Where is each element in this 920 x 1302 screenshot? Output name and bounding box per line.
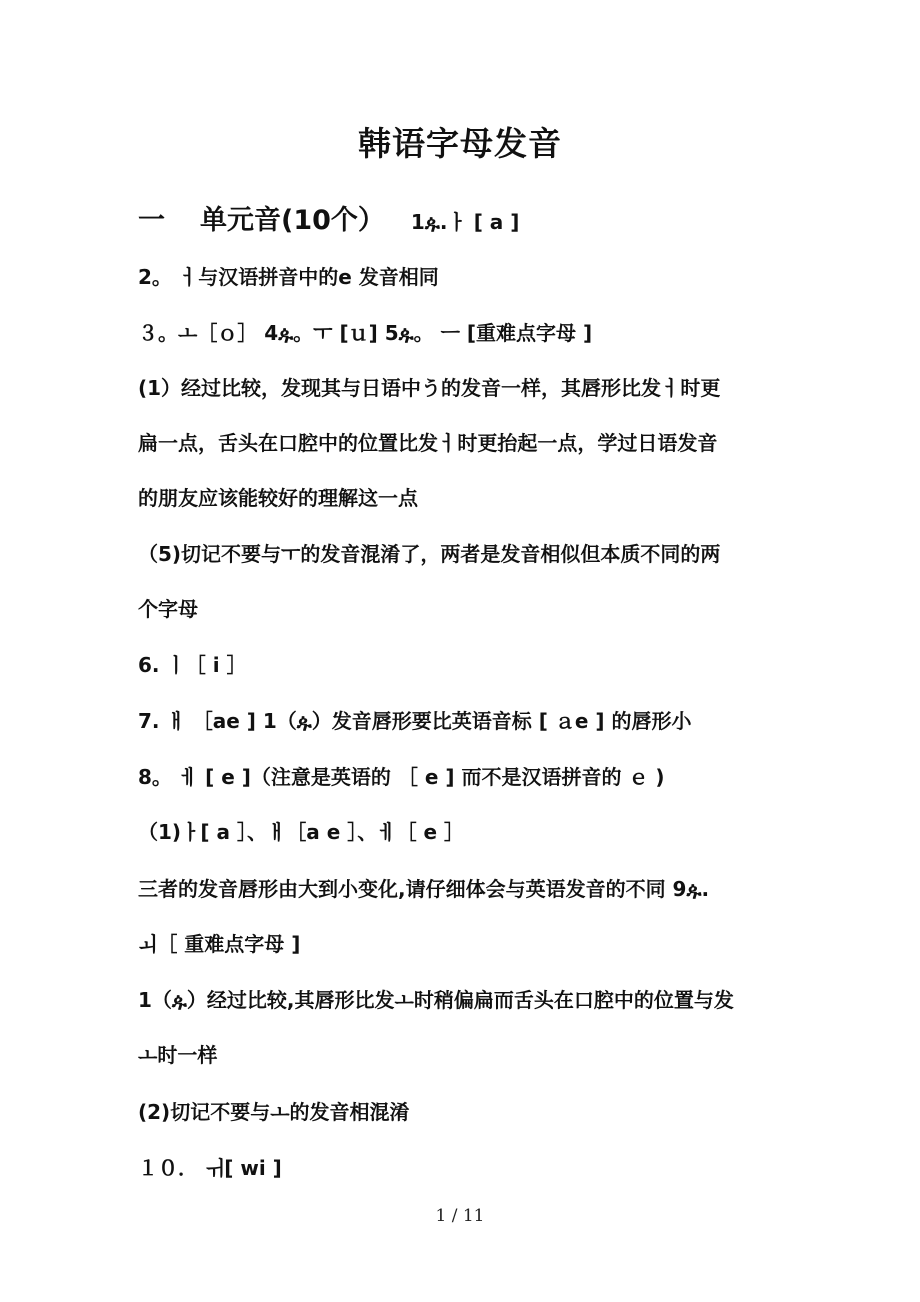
document-title: 韩语字母发音 [358,124,562,163]
section-number: 一 [138,205,165,236]
text-line: (1）经过比较，发现其与日语中う的发音一样，其唇形比发ㅓ时更 [138,376,721,400]
text-line: 8。 ㅔ [ e ]（注意是英语的 ［ e ] 而不是汉语拼音的 ｅ ) [138,765,665,789]
page-number: 1 / 11 [435,1206,485,1226]
text-line: ㅗ时一样 [138,1043,218,1067]
section-heading [138,198,519,237]
text-line: 7. ㅐ ［ae ] 1（ዹ）发音唇形要比英语音标 [ ａe ] 的唇形小 [138,709,692,733]
text-line: 个字母 [138,597,198,621]
text-line: 扁一点，舌头在口腔中的位置比发ㅓ时更抬起一点，学过日语发音 [138,431,718,455]
text-line: 1（ዹ）经过比较,其唇形比发ㅗ时稍偏扁而舌头在口腔中的位置与发 [138,988,734,1012]
text-line: ㅚ［ 重难点字母 ] [138,932,301,956]
text-line: 2。 ㅓ与汉语拼音中的e 发音相同 [138,265,439,289]
section-first-vowel: 1ዹ.ㅏ [ a ] [410,210,520,234]
text-line: （1)ㅏ[ a ］、ㅐ［a e ］、ㅔ［ e ］ [138,820,465,844]
text-line: 的朋友应该能较好的理解这一点 [138,486,418,510]
text-line: （5)切记不要与ㅜ的发音混淆了，两者是发音相似但本质不同的两 [138,542,721,566]
text-line: ３。ㅗ［ｏ］ 4ዹ。ㅜ [ｕ] 5ዹ。 ㅡ [重难点字母 ] [138,321,593,345]
text-line: 三者的发音唇形由大到小变化,请仔细体会与英语发音的不同 9ዹ. [138,877,710,901]
text-line: 6. ㅣ［ i ］ [138,653,247,677]
section-label: 单元音(10个） [200,205,385,236]
text-line: (2)切记不要与ㅗ的发音相混淆 [138,1100,410,1124]
text-line: １０． ㅟ[ wi ] [138,1156,282,1180]
